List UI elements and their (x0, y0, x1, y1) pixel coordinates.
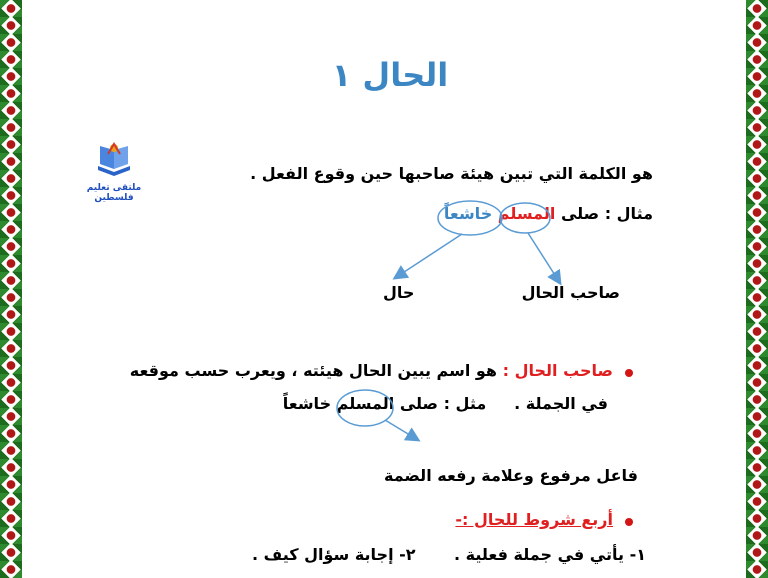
arrow-to-hal (395, 234, 462, 278)
sahib-irab: فاعل مرفوع وعلامة رفعه الضمة (383, 466, 638, 485)
subject-circle-2 (337, 390, 393, 426)
hal-circle (438, 201, 502, 235)
logo-caption: ملتقى تعليم فلسطين (86, 183, 142, 203)
sahib-text2b: مثل : صلى (399, 394, 487, 413)
condition-item-1: ١- يأتي في جملة فعلية . (454, 545, 646, 564)
example1-hal-caption: حال (383, 283, 415, 302)
example1-subject-caption: صاحب الحال (521, 283, 620, 302)
example1-label: مثال : صلى (560, 204, 653, 223)
condition-item-2: ٢- إجابة سؤال كيف . (252, 545, 416, 564)
arrow-to-subject (528, 233, 560, 283)
sahib-subject: المسلم (336, 394, 395, 413)
example1-hal: خاشعاً (443, 204, 493, 223)
subject-circle (500, 203, 550, 233)
sahib-colon: : (502, 361, 509, 380)
sahib-heading: صاحب الحال (514, 361, 613, 380)
sahib-text1: هو اسم يبين الحال هيئته ، ويعرب حسب موقعه (129, 361, 498, 380)
page-title: الحال ١ (331, 56, 449, 94)
definition-text: هو الكلمة التي تبين هيئة صاحبها حين وقوع الفعل . (250, 164, 653, 183)
example1-subject: المسلم (497, 204, 556, 223)
sahib-text2a: في الجملة . (514, 394, 608, 413)
arrow-to-irab (385, 420, 418, 440)
sahib-hal: خاشعاً (282, 394, 332, 413)
conditions-heading: أربع شروط للحال :- (455, 510, 613, 529)
